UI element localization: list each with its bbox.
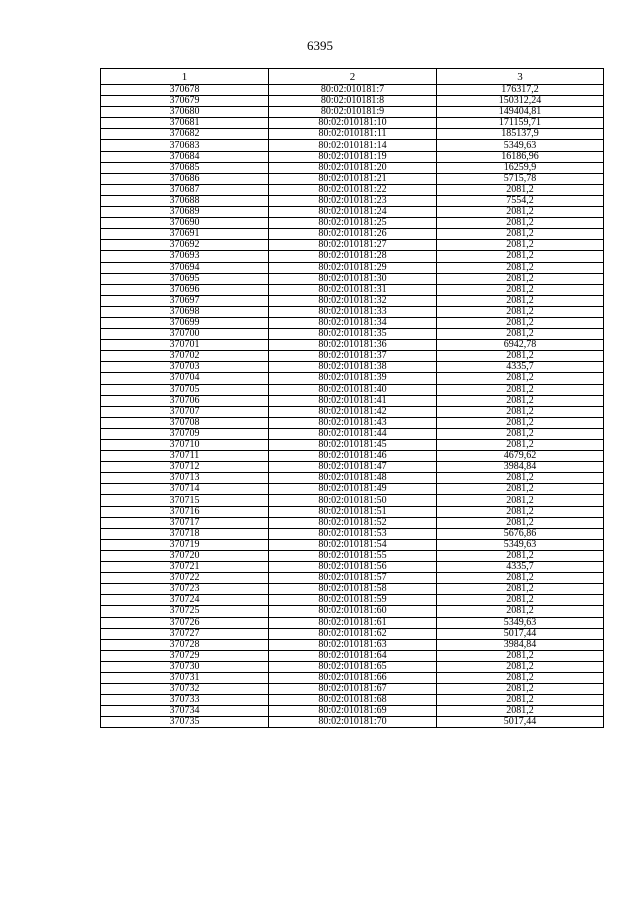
table-row [101, 251, 604, 262]
table-cell-col-3: 2081,2 [437, 295, 604, 306]
table-row [101, 295, 604, 306]
table-cell-col-1: 370682 [101, 129, 269, 140]
table-cell-col-2: 80:02:010181:34 [269, 317, 437, 328]
table-row [101, 395, 604, 406]
table-row [101, 118, 604, 129]
table-row [101, 218, 604, 229]
table-cell-col-2: 80:02:010181:32 [269, 295, 437, 306]
table-row [101, 606, 604, 617]
table-cell-col-3: 4335,7 [437, 362, 604, 373]
table-cell-col-3: 2081,2 [437, 373, 604, 384]
table-cell-col-1: 370688 [101, 195, 269, 206]
table-row [101, 528, 604, 539]
table-cell-col-2: 80:02:010181:37 [269, 351, 437, 362]
table-row [101, 162, 604, 173]
table-row [101, 406, 604, 417]
table-cell-col-3: 16259,9 [437, 162, 604, 173]
table-cell-col-2: 80:02:010181:42 [269, 406, 437, 417]
table-cell-col-2: 80:02:010181:52 [269, 517, 437, 528]
table-cell-col-2: 80:02:010181:46 [269, 451, 437, 462]
table-row [101, 129, 604, 140]
table-cell-col-1: 370689 [101, 207, 269, 218]
table-cell-col-1: 370690 [101, 218, 269, 229]
table-cell-col-2: 80:02:010181:53 [269, 528, 437, 539]
table-cell-col-3: 5349,63 [437, 140, 604, 151]
table-row [101, 184, 604, 195]
table-row [101, 151, 604, 162]
table-row [101, 417, 604, 428]
table-row [101, 639, 604, 650]
table-cell-col-2: 80:02:010181:26 [269, 229, 437, 240]
table-cell-col-3: 2081,2 [437, 661, 604, 672]
table-cell-col-2: 80:02:010181:51 [269, 506, 437, 517]
table-cell-col-1: 370721 [101, 562, 269, 573]
table-cell-col-1: 370727 [101, 628, 269, 639]
table-cell-col-2: 80:02:010181:24 [269, 207, 437, 218]
table-cell-col-1: 370717 [101, 517, 269, 528]
table-cell-col-3: 2081,2 [437, 395, 604, 406]
table-row [101, 440, 604, 451]
column-header-3: 3 [437, 69, 604, 85]
table-cell-col-2: 80:02:010181:23 [269, 195, 437, 206]
table-cell-col-2: 80:02:010181:59 [269, 595, 437, 606]
column-header-1: 1 [101, 69, 269, 85]
table-cell-col-1: 370708 [101, 417, 269, 428]
table-row [101, 462, 604, 473]
table-row [101, 473, 604, 484]
table-cell-col-2: 80:02:010181:20 [269, 162, 437, 173]
table-cell-col-1: 370733 [101, 695, 269, 706]
table-row [101, 428, 604, 439]
table-cell-col-2: 80:02:010181:43 [269, 417, 437, 428]
table-cell-col-1: 370716 [101, 506, 269, 517]
table-row [101, 495, 604, 506]
table-cell-col-1: 370700 [101, 329, 269, 340]
table-cell-col-3: 5017,44 [437, 717, 604, 728]
table-cell-col-3: 5349,63 [437, 617, 604, 628]
table-row [101, 85, 604, 96]
table-cell-col-3: 2081,2 [437, 573, 604, 584]
table-cell-col-1: 370726 [101, 617, 269, 628]
table-cell-col-2: 80:02:010181:40 [269, 384, 437, 395]
table-cell-col-1: 370724 [101, 595, 269, 606]
table-row [101, 340, 604, 351]
table-cell-col-3: 2081,2 [437, 317, 604, 328]
table-cell-col-3: 150312,24 [437, 96, 604, 107]
column-header-2: 2 [269, 69, 437, 85]
table-cell-col-1: 370709 [101, 428, 269, 439]
table-cell-col-2: 80:02:010181:39 [269, 373, 437, 384]
table-cell-col-3: 5715,78 [437, 173, 604, 184]
table-cell-col-3: 2081,2 [437, 650, 604, 661]
table-cell-col-3: 3984,84 [437, 462, 604, 473]
table-cell-col-3: 2081,2 [437, 484, 604, 495]
table-cell-col-2: 80:02:010181:67 [269, 684, 437, 695]
table-row [101, 484, 604, 495]
table-cell-col-1: 370705 [101, 384, 269, 395]
data-table [100, 68, 604, 728]
table-cell-col-2: 80:02:010181:47 [269, 462, 437, 473]
table-cell-col-1: 370686 [101, 173, 269, 184]
table-cell-col-3: 2081,2 [437, 473, 604, 484]
table-row [101, 329, 604, 340]
table-cell-col-1: 370725 [101, 606, 269, 617]
table-cell-col-2: 80:02:010181:35 [269, 329, 437, 340]
table-cell-col-2: 80:02:010181:45 [269, 440, 437, 451]
table-row [101, 229, 604, 240]
table-cell-col-3: 2081,2 [437, 606, 604, 617]
table-cell-col-1: 370678 [101, 85, 269, 96]
table-cell-col-2: 80:02:010181:50 [269, 495, 437, 506]
table-row [101, 539, 604, 550]
table-cell-col-1: 370710 [101, 440, 269, 451]
table-cell-col-2: 80:02:010181:58 [269, 584, 437, 595]
table-cell-col-3: 3984,84 [437, 639, 604, 650]
table-row [101, 96, 604, 107]
table-cell-col-2: 80:02:010181:54 [269, 539, 437, 550]
table-cell-col-1: 370730 [101, 661, 269, 672]
table-cell-col-3: 16186,96 [437, 151, 604, 162]
table-cell-col-2: 80:02:010181:11 [269, 129, 437, 140]
table-cell-col-3: 176317,2 [437, 85, 604, 96]
table-cell-col-3: 2081,2 [437, 706, 604, 717]
table-cell-col-1: 370722 [101, 573, 269, 584]
table-cell-col-3: 2081,2 [437, 584, 604, 595]
table-row [101, 317, 604, 328]
table-cell-col-2: 80:02:010181:9 [269, 107, 437, 118]
table-row [101, 573, 604, 584]
table-cell-col-3: 2081,2 [437, 695, 604, 706]
table-cell-col-3: 2081,2 [437, 495, 604, 506]
table-row [101, 140, 604, 151]
table-row [101, 207, 604, 218]
table-row [101, 550, 604, 561]
table-cell-col-1: 370695 [101, 273, 269, 284]
table-row [101, 107, 604, 118]
table-cell-col-3: 4335,7 [437, 562, 604, 573]
table-row [101, 617, 604, 628]
table-header [101, 69, 604, 85]
table-cell-col-2: 80:02:010181:49 [269, 484, 437, 495]
table-cell-col-1: 370707 [101, 406, 269, 417]
table-cell-col-2: 80:02:010181:19 [269, 151, 437, 162]
table-row [101, 195, 604, 206]
table-row [101, 306, 604, 317]
table-cell-col-2: 80:02:010181:38 [269, 362, 437, 373]
table-cell-col-2: 80:02:010181:69 [269, 706, 437, 717]
table-cell-col-2: 80:02:010181:31 [269, 284, 437, 295]
table-cell-col-3: 185137,9 [437, 129, 604, 140]
table-cell-col-1: 370679 [101, 96, 269, 107]
table-cell-col-1: 370694 [101, 262, 269, 273]
table-body [101, 85, 604, 728]
table-cell-col-3: 2081,2 [437, 351, 604, 362]
table-cell-col-3: 6942,78 [437, 340, 604, 351]
table-cell-col-1: 370693 [101, 251, 269, 262]
table-cell-col-2: 80:02:010181:60 [269, 606, 437, 617]
table-row [101, 506, 604, 517]
table-cell-col-1: 370685 [101, 162, 269, 173]
table-cell-col-3: 2081,2 [437, 672, 604, 683]
table-cell-col-3: 2081,2 [437, 440, 604, 451]
table-cell-col-3: 2081,2 [437, 251, 604, 262]
table-cell-col-1: 370697 [101, 295, 269, 306]
table-row [101, 650, 604, 661]
table-cell-col-3: 2081,2 [437, 517, 604, 528]
table-cell-col-3: 4679,62 [437, 451, 604, 462]
table-cell-col-3: 2081,2 [437, 218, 604, 229]
table-row [101, 706, 604, 717]
table-row [101, 173, 604, 184]
table-cell-col-1: 370720 [101, 550, 269, 561]
table-cell-col-1: 370723 [101, 584, 269, 595]
table-cell-col-2: 80:02:010181:56 [269, 562, 437, 573]
table-cell-col-1: 370680 [101, 107, 269, 118]
table-cell-col-1: 370711 [101, 451, 269, 462]
table-row [101, 684, 604, 695]
table-row [101, 262, 604, 273]
table-cell-col-1: 370734 [101, 706, 269, 717]
table-cell-col-2: 80:02:010181:70 [269, 717, 437, 728]
table-row [101, 672, 604, 683]
table-cell-col-3: 171159,71 [437, 118, 604, 129]
table-cell-col-1: 370731 [101, 672, 269, 683]
table-cell-col-1: 370706 [101, 395, 269, 406]
table-cell-col-3: 2081,2 [437, 684, 604, 695]
table-cell-col-3: 7554,2 [437, 195, 604, 206]
table-cell-col-3: 2081,2 [437, 207, 604, 218]
table-cell-col-1: 370683 [101, 140, 269, 151]
table-cell-col-1: 370687 [101, 184, 269, 195]
table-cell-col-1: 370728 [101, 639, 269, 650]
table-row [101, 351, 604, 362]
table-cell-col-2: 80:02:010181:36 [269, 340, 437, 351]
table-cell-col-3: 2081,2 [437, 595, 604, 606]
table-cell-col-3: 2081,2 [437, 229, 604, 240]
table-cell-col-3: 2081,2 [437, 184, 604, 195]
table-cell-col-2: 80:02:010181:28 [269, 251, 437, 262]
table-cell-col-2: 80:02:010181:44 [269, 428, 437, 439]
table-cell-col-2: 80:02:010181:61 [269, 617, 437, 628]
table-cell-col-1: 370704 [101, 373, 269, 384]
table-cell-col-1: 370735 [101, 717, 269, 728]
table-cell-col-1: 370691 [101, 229, 269, 240]
table-cell-col-1: 370703 [101, 362, 269, 373]
table-cell-col-2: 80:02:010181:57 [269, 573, 437, 584]
table-row [101, 273, 604, 284]
table-cell-col-3: 5349,63 [437, 539, 604, 550]
table-row [101, 695, 604, 706]
table-cell-col-1: 370698 [101, 306, 269, 317]
table-cell-col-1: 370692 [101, 240, 269, 251]
table-row [101, 373, 604, 384]
table-row [101, 661, 604, 672]
table-cell-col-1: 370718 [101, 528, 269, 539]
table-cell-col-2: 80:02:010181:21 [269, 173, 437, 184]
table-cell-col-3: 149404,81 [437, 107, 604, 118]
table-cell-col-2: 80:02:010181:65 [269, 661, 437, 672]
table-cell-col-2: 80:02:010181:22 [269, 184, 437, 195]
table-cell-col-2: 80:02:010181:30 [269, 273, 437, 284]
table-row [101, 717, 604, 728]
table-cell-col-3: 2081,2 [437, 273, 604, 284]
table-cell-col-1: 370701 [101, 340, 269, 351]
table-row [101, 562, 604, 573]
table-row [101, 284, 604, 295]
table-cell-col-2: 80:02:010181:27 [269, 240, 437, 251]
table-cell-col-1: 370696 [101, 284, 269, 295]
table-cell-col-2: 80:02:010181:66 [269, 672, 437, 683]
table-row [101, 240, 604, 251]
table-cell-col-1: 370699 [101, 317, 269, 328]
table-cell-col-3: 2081,2 [437, 240, 604, 251]
table-cell-col-1: 370713 [101, 473, 269, 484]
table-cell-col-1: 370729 [101, 650, 269, 661]
table-cell-col-2: 80:02:010181:55 [269, 550, 437, 561]
table-cell-col-2: 80:02:010181:14 [269, 140, 437, 151]
table-cell-col-2: 80:02:010181:25 [269, 218, 437, 229]
table-cell-col-1: 370715 [101, 495, 269, 506]
table-cell-col-3: 2081,2 [437, 417, 604, 428]
table-cell-col-1: 370719 [101, 539, 269, 550]
table-cell-col-3: 2081,2 [437, 550, 604, 561]
table-cell-col-3: 5676,86 [437, 528, 604, 539]
table-cell-col-3: 2081,2 [437, 428, 604, 439]
table-cell-col-2: 80:02:010181:62 [269, 628, 437, 639]
table-cell-col-2: 80:02:010181:68 [269, 695, 437, 706]
table-cell-col-1: 370684 [101, 151, 269, 162]
table-cell-col-3: 2081,2 [437, 406, 604, 417]
table-cell-col-1: 370681 [101, 118, 269, 129]
table-cell-col-2: 80:02:010181:48 [269, 473, 437, 484]
table-cell-col-3: 2081,2 [437, 262, 604, 273]
table-row [101, 584, 604, 595]
table-cell-col-2: 80:02:010181:33 [269, 306, 437, 317]
page-number: 6395 [307, 38, 333, 53]
table-cell-col-2: 80:02:010181:63 [269, 639, 437, 650]
table-row [101, 628, 604, 639]
table-cell-col-3: 5017,44 [437, 628, 604, 639]
table-row [101, 595, 604, 606]
table-cell-col-2: 80:02:010181:41 [269, 395, 437, 406]
table-cell-col-1: 370702 [101, 351, 269, 362]
table-cell-col-1: 370732 [101, 684, 269, 695]
header-row [101, 69, 604, 85]
table-cell-col-2: 80:02:010181:8 [269, 96, 437, 107]
table-row [101, 451, 604, 462]
table-cell-col-2: 80:02:010181:7 [269, 85, 437, 96]
table-cell-col-2: 80:02:010181:29 [269, 262, 437, 273]
table-cell-col-3: 2081,2 [437, 384, 604, 395]
table-cell-col-3: 2081,2 [437, 306, 604, 317]
table-cell-col-3: 2081,2 [437, 284, 604, 295]
table-cell-col-3: 2081,2 [437, 506, 604, 517]
table-cell-col-1: 370712 [101, 462, 269, 473]
table-cell-col-2: 80:02:010181:64 [269, 650, 437, 661]
table-row [101, 384, 604, 395]
table-row [101, 517, 604, 528]
table-row [101, 362, 604, 373]
table-cell-col-1: 370714 [101, 484, 269, 495]
table-cell-col-3: 2081,2 [437, 329, 604, 340]
table-cell-col-2: 80:02:010181:10 [269, 118, 437, 129]
